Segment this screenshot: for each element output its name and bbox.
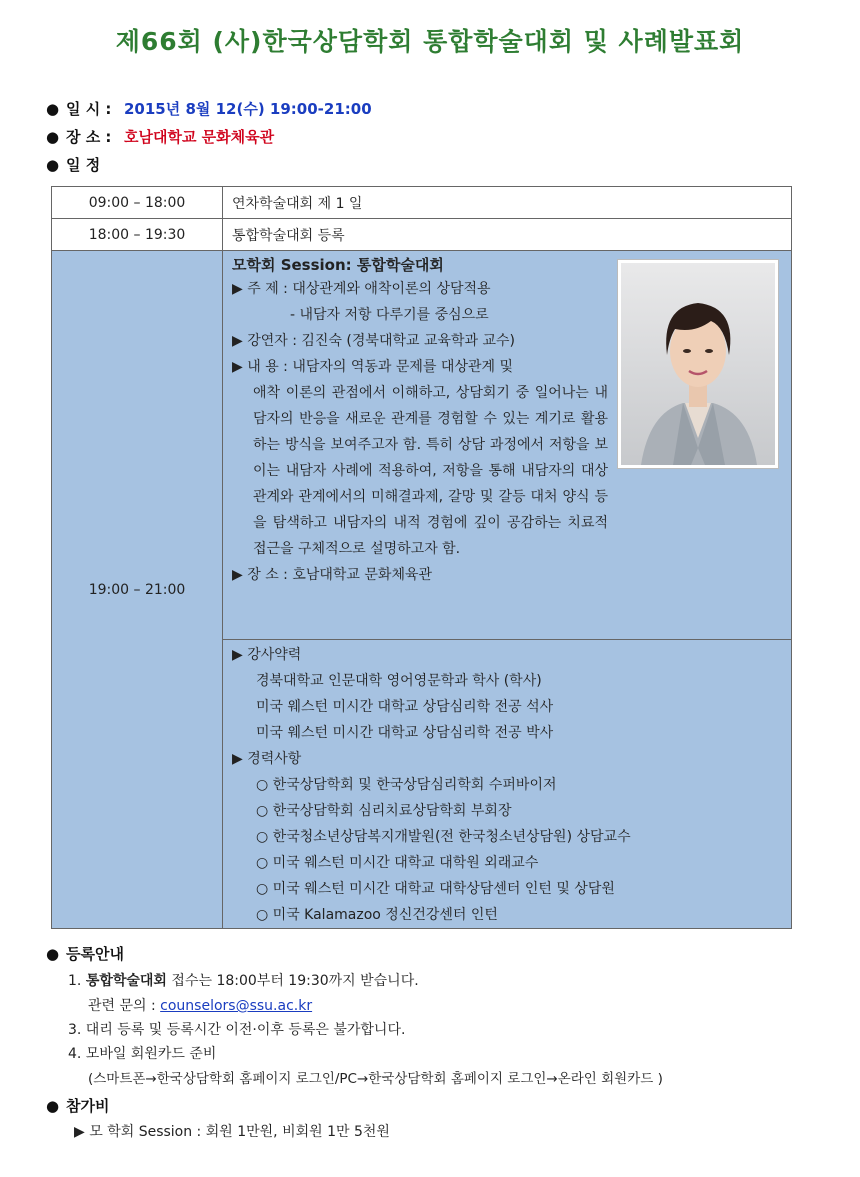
topic-line: ▶ 주 제 : 대상관계와 애착이론의 상담적용 [232,281,491,297]
date-value: 2015년 8월 12(수) 19:00-21:00 [124,100,372,118]
session-cell [223,251,792,640]
table-row [52,251,792,640]
registration-item-4-detail: (스마트폰→한국상담학회 홈페이지 로그인/PC→한국상담학회 홈페이지 로그인→온라인 회원카드 ) [88,1071,663,1087]
career-item: ○ 미국 웨스턴 미시간 대학교 대학원 외래교수 [256,855,539,871]
career-header: ▶ 경력사항 [232,751,302,767]
registration-item-3: 3. 대리 등록 및 등록시간 이전·이후 등록은 불가합니다. [68,1022,406,1038]
row-desc: 연차학술대회 제 1 일 [223,187,792,219]
row-time: 18:00 – 19:30 [52,219,223,251]
bio-header: ▶ 강사약력 [232,647,302,663]
fee-title: 참가비 [66,1097,110,1115]
bullet-icon: ● [46,1097,60,1115]
contact-line [88,995,312,1015]
bio-item: 경북대학교 인문대학 영어영문학과 학사 (학사) [256,673,542,689]
contact-email-link[interactable]: counselors@ssu.ac.kr [160,998,313,1014]
schedule-label: 일 정 [66,156,101,174]
session-title: 모학회 Session: 통합학술대회 [232,256,444,274]
schedule-table [51,186,792,929]
bullet-icon: ● [46,945,60,963]
bullet-icon: ● [46,100,60,118]
item-number: 1. [68,973,82,989]
bio-cell [223,640,792,929]
contact-label: 관련 문의 : [88,998,156,1014]
bio-item: 미국 웨스턴 미시간 대학교 상담심리학 전공 석사 [256,699,554,715]
content-body: 애착 이론의 관점에서 이해하고, 상담회기 중 일어나는 내담자의 반응을 새로운 관계를 경험할 수 있는 계기로 활용하는 방식을 보여주고자 함. 특히 상담 과정에서 저항을 보이는 내담자 사례에 적용하여, 저항을 통해 내담자의 대상관계와 관계에서의 미해결과제, 갈망 및 갈등 대처 양식 등을 탐색하고 내담자의 내적 경험에 깊이 공감하는 치료적 접근을 구체적으로 설명하고자 함. [253,385,608,557]
career-item: ○ 한국상담학회 및 한국상담심리학회 수퍼바이저 [256,777,557,793]
item-text: 접수는 18:00부터 19:30까지 받습니다. [171,973,419,989]
bullet-icon: ● [46,128,60,146]
speaker-line: ▶ 강연자 : 김진숙 (경북대학교 교육학과 교수) [232,333,516,349]
registration-header [46,943,124,964]
fee-header [46,1095,109,1116]
item-bold-text: 통합학술대회 [85,973,167,989]
bullet-icon: ● [46,156,60,174]
main-session-time: 19:00 – 21:00 [52,251,223,929]
row-time: 09:00 – 18:00 [52,187,223,219]
career-item: ○ 한국상담학회 심리치료상담학회 부회장 [256,803,512,819]
place-label: 장 소 : [66,128,112,146]
place-value: 호남대학교 문화체육관 [124,128,275,146]
registration-item-1 [68,970,419,990]
speaker-photo [617,259,779,469]
table-row [52,187,792,219]
career-item: ○ 한국청소년상담복지개발원(전 한국청소년상담원) 상담교수 [256,829,631,845]
fee-line: ▶ 모 학회 Session : 회원 1만원, 비회원 1만 5천원 [74,1124,390,1140]
row-desc: 통합학술대회 등록 [223,219,792,251]
date-row [46,98,372,119]
schedule-header [46,154,100,175]
venue-line: ▶ 장 소 : 호남대학교 문화체육관 [232,567,433,583]
registration-item-4: 4. 모바일 회원카드 준비 [68,1046,217,1062]
career-item: ○ 미국 웨스턴 미시간 대학교 대학상담센터 인턴 및 상담원 [256,881,615,897]
bio-item: 미국 웨스턴 미시간 대학교 상담심리학 전공 박사 [256,725,554,741]
topic-subtitle: - 내담자 저항 다루기를 중심으로 [290,307,489,323]
registration-title: 등록안내 [66,945,124,963]
career-item: ○ 미국 Kalamazoo 정신건강센터 인턴 [256,907,498,923]
place-row [46,126,274,147]
date-label: 일 시 : [66,100,112,118]
table-row [52,219,792,251]
content-line: ▶ 내 용 : 내담자의 역동과 문제를 대상관계 및 [232,359,513,375]
page-title: 제66회 (사)한국상담학회 통합학술대회 및 사례발표회 [115,27,745,56]
